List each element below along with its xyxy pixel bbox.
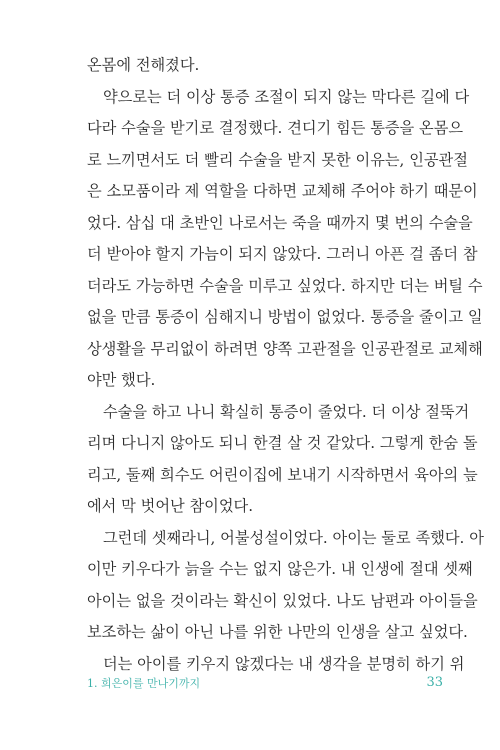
text-line: 에서 막 벗어난 참이었다.: [87, 497, 254, 515]
text-line: 상생활을 무리없이 하려면 양쪽 고관절을 인공관절로 교체해: [87, 339, 483, 358]
page-number: 33: [426, 675, 443, 690]
body-text: [87, 50, 484, 680]
text-line: 더 받아야 할지 가늠이 되지 않았다. 그러니 아픈 걸 좀더 참: [87, 245, 478, 263]
text-line: 온몸에 전해졌다.: [87, 56, 200, 74]
text-line: 없을 만큼 통증이 심해지니 방법이 없었다. 통증을 줄이고 일: [87, 308, 483, 326]
text-line: 더라도 가능하면 수술을 미루고 싶었다. 하지만 더는 버틸 수: [87, 276, 483, 295]
text-line: 그런데 셋째라니, 어불성설이었다. 아이는 둘로 족했다. 아: [103, 528, 484, 547]
text-line: 약으로는 더 이상 통증 조절이 되지 않는 막다른 길에 다: [103, 87, 470, 106]
text-line: 었다. 삼십 대 초반인 나로서는 죽을 때까지 몇 번의 수술을: [87, 213, 473, 232]
text-line: 아이는 없을 것이라는 확신이 있었다. 나도 남편과 아이들을: [87, 591, 478, 610]
text-line: 리며 다니지 않아도 되니 한결 살 것 같았다. 그렇게 한숨 돌: [87, 434, 478, 452]
text-line: 수술을 하고 나니 확실히 통증이 줄었다. 더 이상 절뚝거: [103, 402, 470, 421]
text-line: 보조하는 삶이 아닌 나를 위한 나만의 인생을 살고 싶었다.: [87, 623, 468, 641]
text-line: 로 느끼면서도 더 빨리 수술을 받지 못한 이유는, 인공관절: [87, 150, 468, 169]
page-footer: [87, 675, 443, 693]
text-line: 이만 키우다가 늙을 수는 없지 않은가. 내 인생에 절대 셋째: [87, 560, 473, 578]
text-line: 은 소모품이라 제 역할을 다하면 교체해 주어야 하기 때문이: [87, 182, 478, 200]
text-line: 더는 아이를 키우지 않겠다는 내 생각을 분명히 하기 위: [103, 654, 465, 673]
text-line: 다라 수술을 받기로 결정했다. 견디기 힘든 통증을 온몸으: [87, 119, 464, 137]
text-line: 리고, 둘째 희수도 어린이집에 보내기 시작하면서 육아의 늪: [87, 465, 478, 484]
text-line: 야만 했다.: [87, 371, 156, 389]
chapter-title: 1. 희은이를 만나기까지: [87, 677, 201, 690]
